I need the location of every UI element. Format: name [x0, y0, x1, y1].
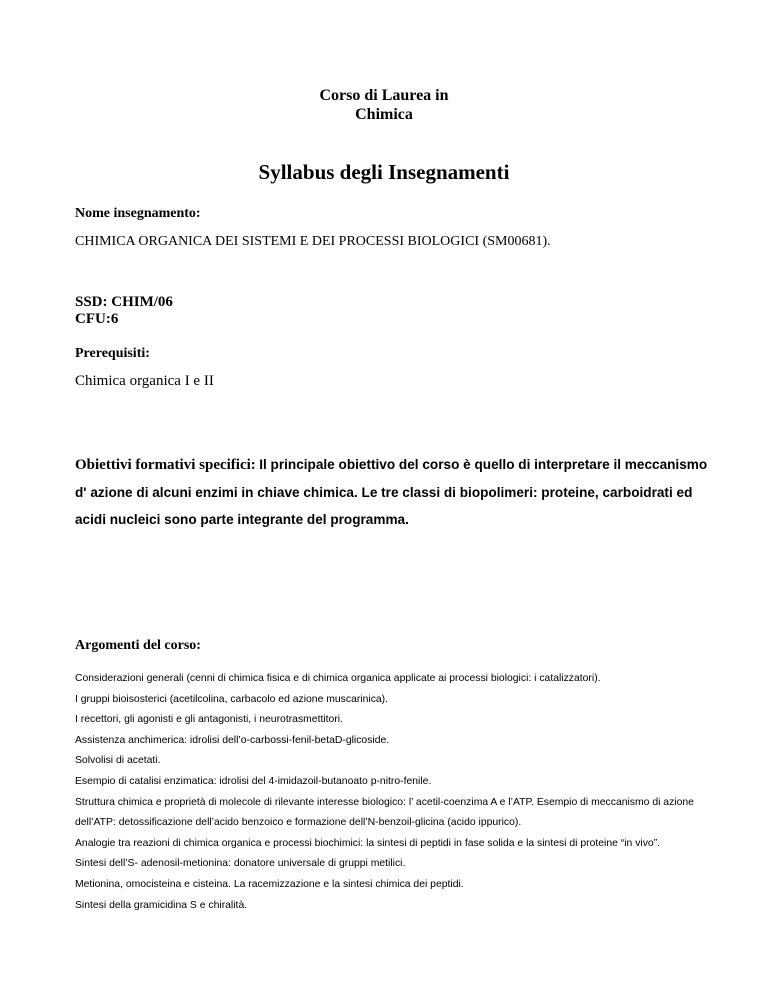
- objectives-text: Il principale obiettivo del corso è quello di interpretare il meccanismo d' azione di alcuni enzimi in chiave chimica. Le tre classi di biopolimeri: proteine, carboidrati ed acidi nucleici sono parte integrante del programma.: [75, 457, 708, 527]
- topics-label: Argomenti del corso:: [75, 638, 201, 653]
- prerequisites-label: Prerequisiti:: [75, 346, 150, 361]
- list-item: I recettori, gli agonisti e gli antagonisti, i neurotrasmettitori.: [75, 714, 343, 726]
- ssd-code: SSD: CHIM/06: [75, 294, 173, 310]
- list-item: Sintesi dell’S- adenosil-metionina: donatore universale di gruppi metilici.: [75, 858, 406, 870]
- objectives-label: Obiettivi formativi specifici:: [75, 457, 256, 473]
- topics-list: [75, 669, 725, 916]
- list-item: Considerazioni generali (cenni di chimica fisica e di chimica organica applicate ai processi biologici: i catalizzatori).: [75, 673, 601, 684]
- list-item: Struttura chimica e proprietà di molecole di rilevante interesse biologico: l’ acetil-coenzima A e l’ATP. Esempio di meccanismo di azione dell’ATP: detossificazione dell’acido benzoico e formazione dell’N-benzoil-glicina (acido ippurico).: [75, 796, 694, 829]
- degree-header-line-1: Corso di Laurea in: [319, 87, 449, 104]
- degree-header-line-2: Chimica: [355, 106, 413, 123]
- list-item: Sintesi della gramicidina S e chiralità.: [75, 899, 248, 911]
- list-item: I gruppi bioisosterici (acetilcolina, carbacolo ed azione muscarinica).: [75, 693, 389, 705]
- credits-block: [75, 294, 173, 328]
- prerequisites-value: Chimica organica I e II: [75, 373, 214, 389]
- objectives-paragraph: [75, 451, 715, 533]
- cfu-value: CFU:6: [75, 311, 119, 327]
- list-item: Metionina, omocisteina e cisteina. La racemizzazione e la sintesi chimica dei peptidi.: [75, 878, 464, 890]
- page-title: Syllabus degli Insegnamenti: [258, 160, 510, 184]
- course-name-label: Nome insegnamento:: [75, 206, 201, 221]
- list-item: Solvolisi di acetati.: [75, 755, 161, 767]
- list-item: Assistenza anchimerica: idrolisi dell’o-carbossi-fenil-betaD-glicoside.: [75, 734, 390, 746]
- list-item: Esempio di catalisi enzimatica: idrolisi del 4-imidazoil-butanoato p-nitro-fenile.: [75, 775, 432, 787]
- degree-header: [0, 86, 768, 124]
- list-item: Analogie tra reazioni di chimica organica e processi biochimici: la sintesi di peptidi in fase solida e la sintesi di proteine “in vivo”.: [75, 837, 661, 849]
- course-name-value: CHIMICA ORGANICA DEI SISTEMI E DEI PROCESSI BIOLOGICI (SM00681).: [75, 234, 551, 249]
